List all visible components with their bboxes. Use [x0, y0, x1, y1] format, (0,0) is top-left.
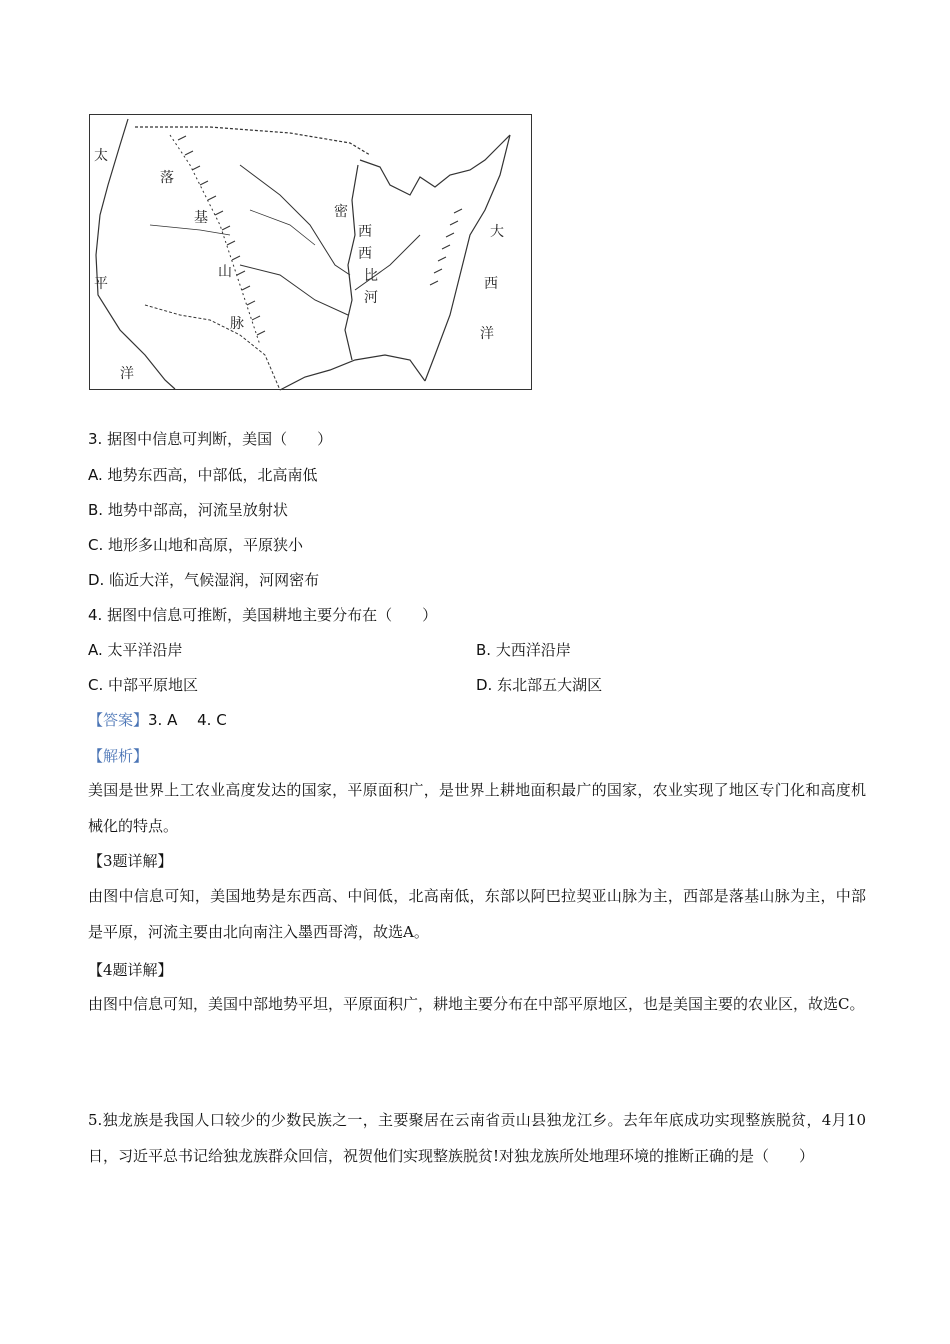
- map-label-shan: 山: [218, 264, 232, 280]
- state-line-2: [250, 210, 315, 245]
- q3-detail-text: 由图中信息可知，美国地势是东西高、中间低，北高南低，东部以阿巴拉契亚山脉为主，西部是落基山脉为主，中部是平原，河流主要由北向南注入墨西哥湾，故选A。: [88, 887, 866, 941]
- appalachian-mountains: [430, 209, 462, 285]
- map-label-tai: 太: [94, 148, 108, 164]
- answer-tag: 【答案】: [88, 711, 149, 729]
- canada-border-line: [135, 127, 370, 155]
- q3-detail-title: 【3题详解】: [88, 852, 173, 870]
- map-label-yang-pacific: 洋: [120, 366, 134, 382]
- rocky-mountains: [170, 135, 260, 345]
- map-label-he: 河: [364, 290, 378, 306]
- gulf-coast-line: [280, 355, 425, 390]
- map-label-luo: 落: [160, 170, 174, 186]
- map-label-yang-atlantic: 洋: [480, 326, 494, 342]
- analysis-intro: 美国是世界上工农业高度发达的国家，平原面积广，是世界上耕地面积最广的国家，农业实现了地区专门化和高度机械化的特点。: [88, 781, 866, 835]
- map-label-ji: 基: [194, 210, 208, 226]
- q4-option-a[interactable]: A. 太平洋沿岸: [88, 641, 183, 659]
- map-label-ping: 平: [94, 276, 108, 292]
- map-label-mi: 密: [334, 204, 348, 220]
- q3-stem: [88, 429, 332, 449]
- map-label-da: 大: [490, 224, 504, 240]
- us-terrain-map: [89, 114, 532, 390]
- state-line-1: [150, 225, 230, 235]
- q4-detail-title: 【4题详解】: [88, 961, 173, 979]
- q5-text: 5.独龙族是我国人口较少的少数民族之一，主要聚居在云南省贡山县独龙江乡。去年年底成功实现整族脱贫，4月10日，习近平总书记给独龙族群众回信，祝贺他们实现整族脱贫!对独龙族所处地理环境的推断正确的是（ ）: [88, 1111, 866, 1165]
- q4-option-c[interactable]: C. 中部平原地区: [88, 676, 199, 694]
- analysis-tag: 【解析】: [88, 747, 149, 765]
- q3-option-d[interactable]: D. 临近大洋，气候湿润，河网密布: [88, 571, 320, 589]
- map-label-xi-atlantic: 西: [484, 276, 498, 292]
- answer-text: 3. A 4. C: [148, 711, 227, 729]
- q4-number: 4.: [88, 606, 103, 624]
- q3-option-c[interactable]: C. 地形多山地和高原，平原狭小: [88, 536, 304, 554]
- map-label-xi1: 西: [358, 224, 372, 240]
- answer-line: [88, 710, 227, 730]
- q4-option-d[interactable]: D. 东北部五大湖区: [476, 676, 603, 694]
- analysis-tag-line: [88, 746, 148, 766]
- q3-option-a[interactable]: A. 地势东西高，中部低，北高南低: [88, 466, 318, 484]
- q4-stem: [88, 605, 437, 625]
- q4-stem-text: 据图中信息可推断，美国耕地主要分布在（ ）: [107, 606, 438, 624]
- map-drawing: [90, 115, 533, 391]
- great-lakes-line: [360, 135, 510, 195]
- map-label-bi: 比: [364, 268, 378, 284]
- arkansas-river: [240, 265, 348, 315]
- q3-stem-text: 据图中信息可判断，美国（ ）: [107, 430, 333, 448]
- missouri-river: [240, 165, 350, 275]
- rocky-mountains-hatch: [178, 136, 265, 335]
- map-label-xi2: 西: [358, 246, 372, 262]
- q3-option-b[interactable]: B. 地势中部高，河流呈放射状: [88, 501, 288, 519]
- mississippi-river: [345, 165, 358, 360]
- q4-option-b[interactable]: B. 大西洋沿岸: [476, 641, 571, 659]
- q4-detail-text: 由图中信息可知，美国中部地势平坦，平原面积广，耕地主要分布在中部平原地区，也是美国主要的农业区，故选C。: [88, 995, 865, 1013]
- mexico-border-line: [145, 305, 280, 390]
- map-label-mai: 脉: [230, 316, 244, 332]
- east-coast-line: [425, 135, 510, 381]
- q3-number: 3.: [88, 430, 103, 448]
